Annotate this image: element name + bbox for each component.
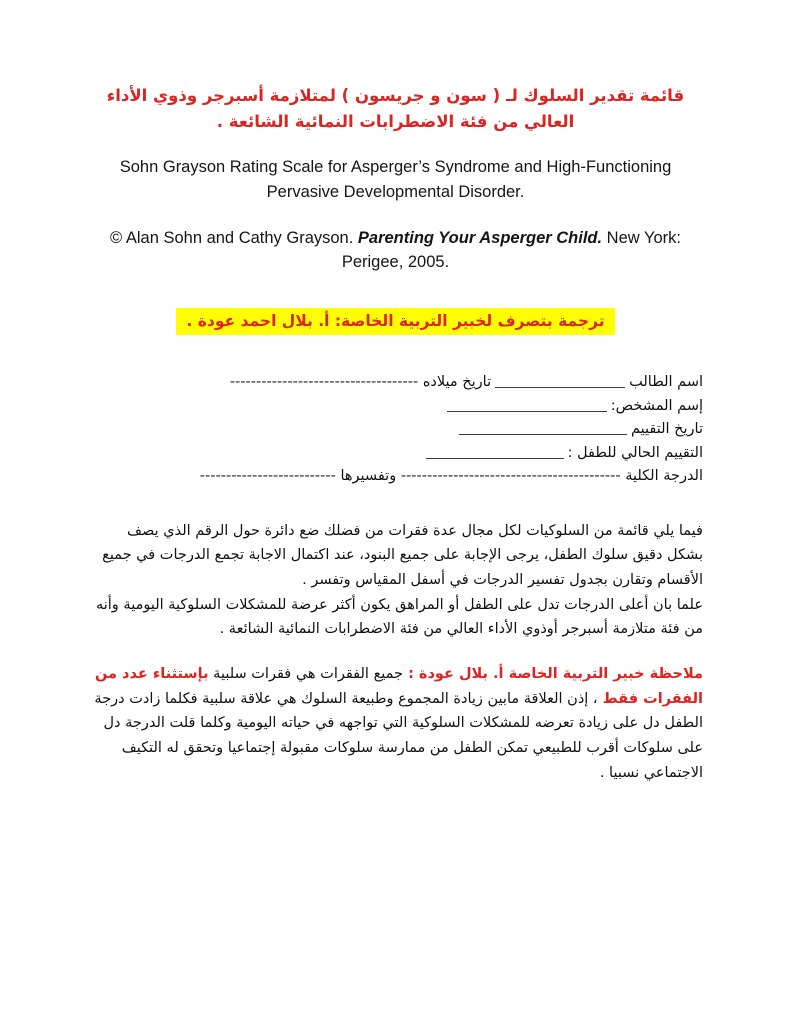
student-name-label: اسم الطالب bbox=[629, 374, 703, 391]
total-score-label: الدرجة الكلية bbox=[625, 468, 703, 485]
expert-note-heading: ملاحظة خبير التربية الخاصة أ. بلال عودة : bbox=[403, 666, 703, 682]
total-score-dashes: ------------------------------------------ bbox=[400, 468, 621, 485]
interpretation-dashes: -------------------------- bbox=[199, 468, 336, 485]
birth-date-dashes: ------------------------------------ bbox=[229, 374, 419, 391]
expert-note-paragraph bbox=[88, 662, 703, 785]
expert-note-body-2: ، إذن العلاقة مابين زيادة المجموع وطبيعة السلوك هي علاقة سلبية فكلما زادت درجة الطفل دل على زيادة تعرضه للمشكلات السلوكية التي تواجهه في حياته اليومية وكلما قلت الدرجة دل على سلوكات أقرب للطبيعي تمكن الطفل من ممارسة سلوكات مقبولة إجتماعيا وتحقق له التكيف الاجتماعي نسبيا . bbox=[94, 690, 703, 781]
expert-note-body-1: جميع الفقرات هي فقرات سلبية bbox=[208, 666, 404, 682]
form-row-assessment-date bbox=[88, 418, 703, 441]
form-row-examiner bbox=[88, 395, 703, 418]
assessment-date-blank-line bbox=[459, 422, 627, 435]
form-row-total-score bbox=[88, 465, 703, 488]
form-row-current-assessment bbox=[88, 442, 703, 465]
birth-date-label: تاريخ ميلاده bbox=[422, 374, 492, 391]
citation bbox=[88, 226, 703, 276]
student-name-blank-line bbox=[495, 375, 625, 388]
book-title: Parenting Your Asperger Child. bbox=[357, 228, 603, 247]
arabic-title: قائمة تقدير السلوك لـ ( سون و جريسون ) لمتلازمة أسبرجر وذوي الأداء العالي من فئة الاضطرابات النمائية الشائعة . bbox=[106, 86, 685, 131]
form-block bbox=[88, 371, 703, 488]
instructions-paragraph bbox=[88, 519, 703, 642]
translation-credit-highlight: ترجمة بتصرف لخبير التربية الخاصة: أ. بلال احمد عودة . bbox=[176, 308, 614, 335]
expert-note-exception: بإستثناء عدد من الفقرات فقط bbox=[94, 666, 703, 707]
form-row-student-name bbox=[88, 371, 703, 394]
instructions-text-2: علما بان أعلى الدرجات تدل على الطفل أو المراهق يكون أكثر عرضة للمشكلات السلوكية اليومية وأنه من فئة متلازمة أسبرجر أوذوي الأداء العالي من فئة الاضطرابات النمائية الشائعة . bbox=[95, 596, 703, 638]
citation-suffix: New York: Perigee, 2005. bbox=[341, 228, 681, 272]
instructions-text-1: فيما يلي قائمة من السلوكيات لكل مجال عدة فقرات من فضلك ضع دائرة حول الرقم الذي يصف بشكل دقيق سلوك الطفل، يرجى الإجابة على جميع البنود، عند اكتمال الاجابة تجمع الدرجات في جميع الأقسام وتقارن بجدول تفسير الدرجات في أسفل المقياس وتفسر . bbox=[102, 522, 703, 589]
current-assessment-label: التقييم الحالي للطفل : bbox=[567, 444, 703, 461]
citation-prefix: © Alan Sohn and Cathy Grayson. bbox=[110, 228, 358, 247]
translation-credit-row bbox=[88, 308, 703, 335]
examiner-blank-line bbox=[447, 399, 607, 412]
assessment-date-label: تاريخ التقييم bbox=[630, 421, 703, 438]
english-title: Sohn Grayson Rating Scale for Asperger’s Syndrome and High-Functioning Pervasive Developmental Disorder. bbox=[119, 158, 672, 201]
current-assessment-blank-line bbox=[426, 446, 564, 459]
interpretation-label: وتفسيرها bbox=[340, 468, 397, 485]
examiner-label: إسم المشخص: bbox=[610, 397, 703, 414]
